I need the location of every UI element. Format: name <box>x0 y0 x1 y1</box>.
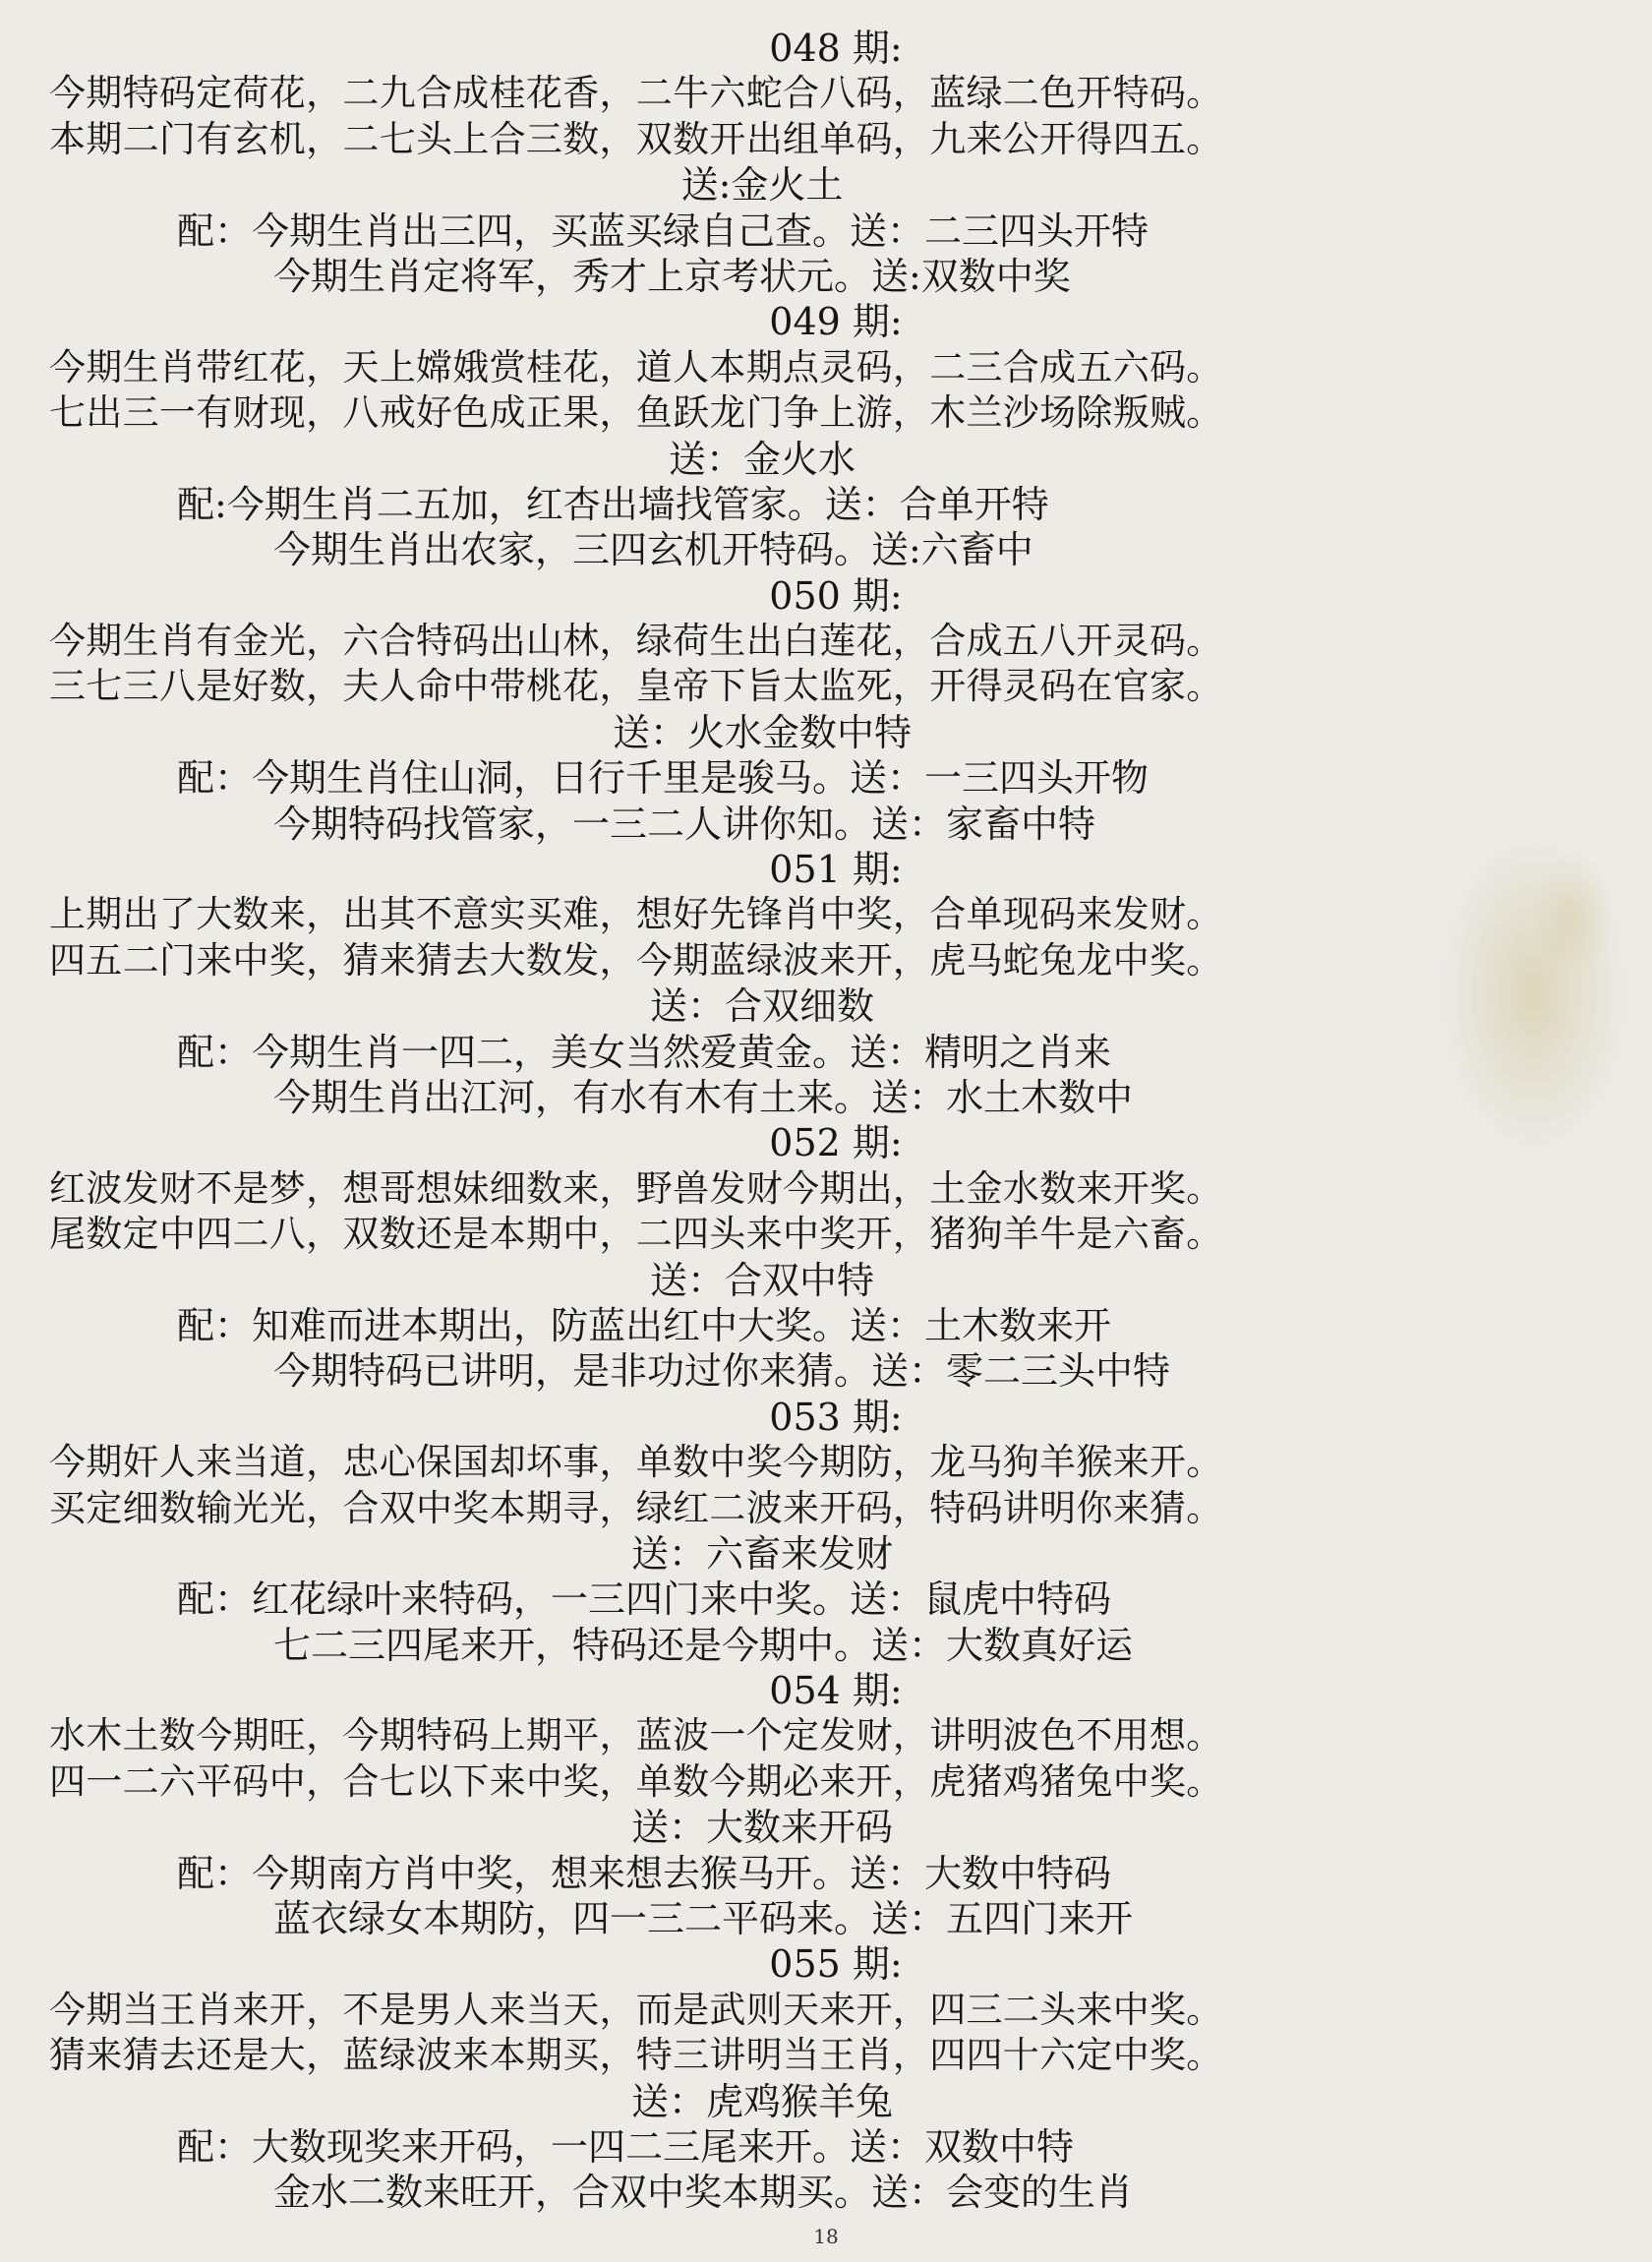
verse-line: 上期出了大数来，出其不意实买难，想好先锋肖中奖，合单现码来发财。 <box>49 893 1223 936</box>
pair-line: 今期特码找管家，一三二人讲你知。送：家畜中特 <box>273 802 1096 846</box>
period-block <box>0 573 1652 847</box>
verse-line: 买定细数输光光，合双中奖本期寻，绿红二波来开码，特码讲明你来猜。 <box>49 1486 1223 1529</box>
pair-line: 今期生肖出农家，三四玄机开特码。送:六畜中 <box>273 528 1033 572</box>
pair-line: 配：今期南方肖中奖，想来想去猴马开。送：大数中特码 <box>177 1851 1112 1895</box>
period-header: 048 期: <box>769 27 903 70</box>
period-block <box>0 1120 1652 1394</box>
verse-line: 今期生肖有金光，六合特码出山林，绿荷生出白莲花，合成五八开灵码。 <box>49 620 1223 663</box>
gift-line: 送：大数来开码 <box>630 1806 893 1850</box>
period-header: 051 期: <box>769 848 903 892</box>
pair-line: 配：知难而进本期出，防蓝出红中大奖。送：土木数来开 <box>177 1303 1112 1347</box>
period-block <box>0 299 1652 572</box>
verse-line: 今期特码定荷花，二九合成桂花香，二牛六蛇合八码，蓝绿二色开特码。 <box>49 72 1223 115</box>
verse-line: 七出三一有财现，八戒好色成正果，鱼跃龙门争上游，木兰沙场除叛贼。 <box>49 391 1223 435</box>
pair-line: 配：红花绿叶来特码，一三四门来中奖。送：鼠虎中特码 <box>177 1577 1112 1622</box>
verse-line: 水木土数今期旺，今期特码上期平，蓝波一个定发财，讲明波色不用想。 <box>49 1714 1223 1757</box>
period-header: 049 期: <box>769 300 903 344</box>
period-header: 053 期: <box>769 1395 903 1439</box>
verse-line: 本期二门有玄机，二七头上合三数，双数开出组单码，九来公开得四五。 <box>49 117 1223 160</box>
period-header: 052 期: <box>769 1121 903 1165</box>
pair-line: 配:今期生肖二五加，红杏出墙找管家。送：合单开特 <box>177 482 1049 526</box>
gift-line: 送：合双细数 <box>649 984 874 1029</box>
gift-line: 送:金火土 <box>680 163 844 208</box>
gift-line: 送：六畜来发财 <box>630 1531 893 1576</box>
page-number: 18 <box>813 2225 839 2248</box>
pair-line: 金水二数来旺开，合双中奖本期买。送：会变的生肖 <box>273 2171 1134 2215</box>
period-block <box>0 847 1652 1120</box>
content-column <box>0 26 1652 2216</box>
period-block <box>0 26 1652 299</box>
verse-line: 今期当王肖来开，不是男人来当天，而是武则天来开，四三二头来中奖。 <box>49 1988 1223 2031</box>
period-header: 050 期: <box>769 573 903 618</box>
verse-line: 猜来猜去还是大，蓝绿波来本期买，特三讲明当王肖，四四十六定中奖。 <box>49 2034 1223 2077</box>
verse-line: 今期生肖带红花，天上嫦娥赏桂花，道人本期点灵码，二三合成五六码。 <box>49 345 1223 388</box>
pair-line: 今期生肖定将军，秀才上京考状元。送:双数中奖 <box>273 254 1071 298</box>
verse-line: 红波发财不是梦，想哥想妹细数来，野兽发财今期出，土金水数来开奖。 <box>49 1166 1223 1210</box>
verse-line: 四五二门来中奖，猜来猜去大数发，今期蓝绿波来开，虎马蛇兔龙中奖。 <box>49 938 1223 982</box>
pair-line: 配：大数现奖来开码，一四二三尾来开。送：双数中特 <box>177 2124 1075 2169</box>
pair-line: 配：今期生肖出三四，买蓝买绿自己查。送：二三四头开特 <box>177 208 1150 253</box>
gift-line: 送：火水金数中特 <box>612 710 912 754</box>
gift-line: 送：合双中特 <box>649 1258 874 1302</box>
verse-line: 今期奸人来当道，忠心保国却坏事，单数中奖今期防，龙马狗羊猴来开。 <box>49 1441 1223 1484</box>
period-header: 055 期: <box>769 1942 903 1987</box>
period-block <box>0 1668 1652 1941</box>
pair-line: 配：今期生肖一四二，美女当然爱黄金。送：精明之肖来 <box>177 1030 1112 1074</box>
period-header: 054 期: <box>769 1669 903 1713</box>
verse-line: 四一二六平码中，合七以下来中奖，单数今期必来开，虎猪鸡猪兔中奖。 <box>49 1759 1223 1803</box>
pair-line: 配：今期生肖住山洞，日行千里是骏马。送：一三四头开物 <box>177 756 1150 801</box>
period-block <box>0 1395 1652 1668</box>
pair-line: 今期生肖出江河，有水有木有土来。送：水土木数中 <box>273 1075 1134 1119</box>
period-block <box>0 1941 1652 2215</box>
verse-line: 三七三八是好数，夫人命中带桃花，皇帝下旨太监死，开得灵码在官家。 <box>49 665 1223 708</box>
gift-line: 送：虎鸡猴羊兔 <box>630 2079 893 2123</box>
pair-line: 七二三四尾来开，特码还是今期中。送：大数真好运 <box>273 1623 1134 1667</box>
pair-line: 蓝衣绿女本期防，四一三二平码来。送：五四门来开 <box>273 1897 1134 1941</box>
gift-line: 送：金火水 <box>668 437 856 481</box>
verse-line: 尾数定中四二八，双数还是本期中，二四头来中奖开，猪狗羊牛是六畜。 <box>49 1213 1223 1256</box>
pair-line: 今期特码已讲明，是非功过你来猜。送：零二三头中特 <box>273 1349 1171 1394</box>
